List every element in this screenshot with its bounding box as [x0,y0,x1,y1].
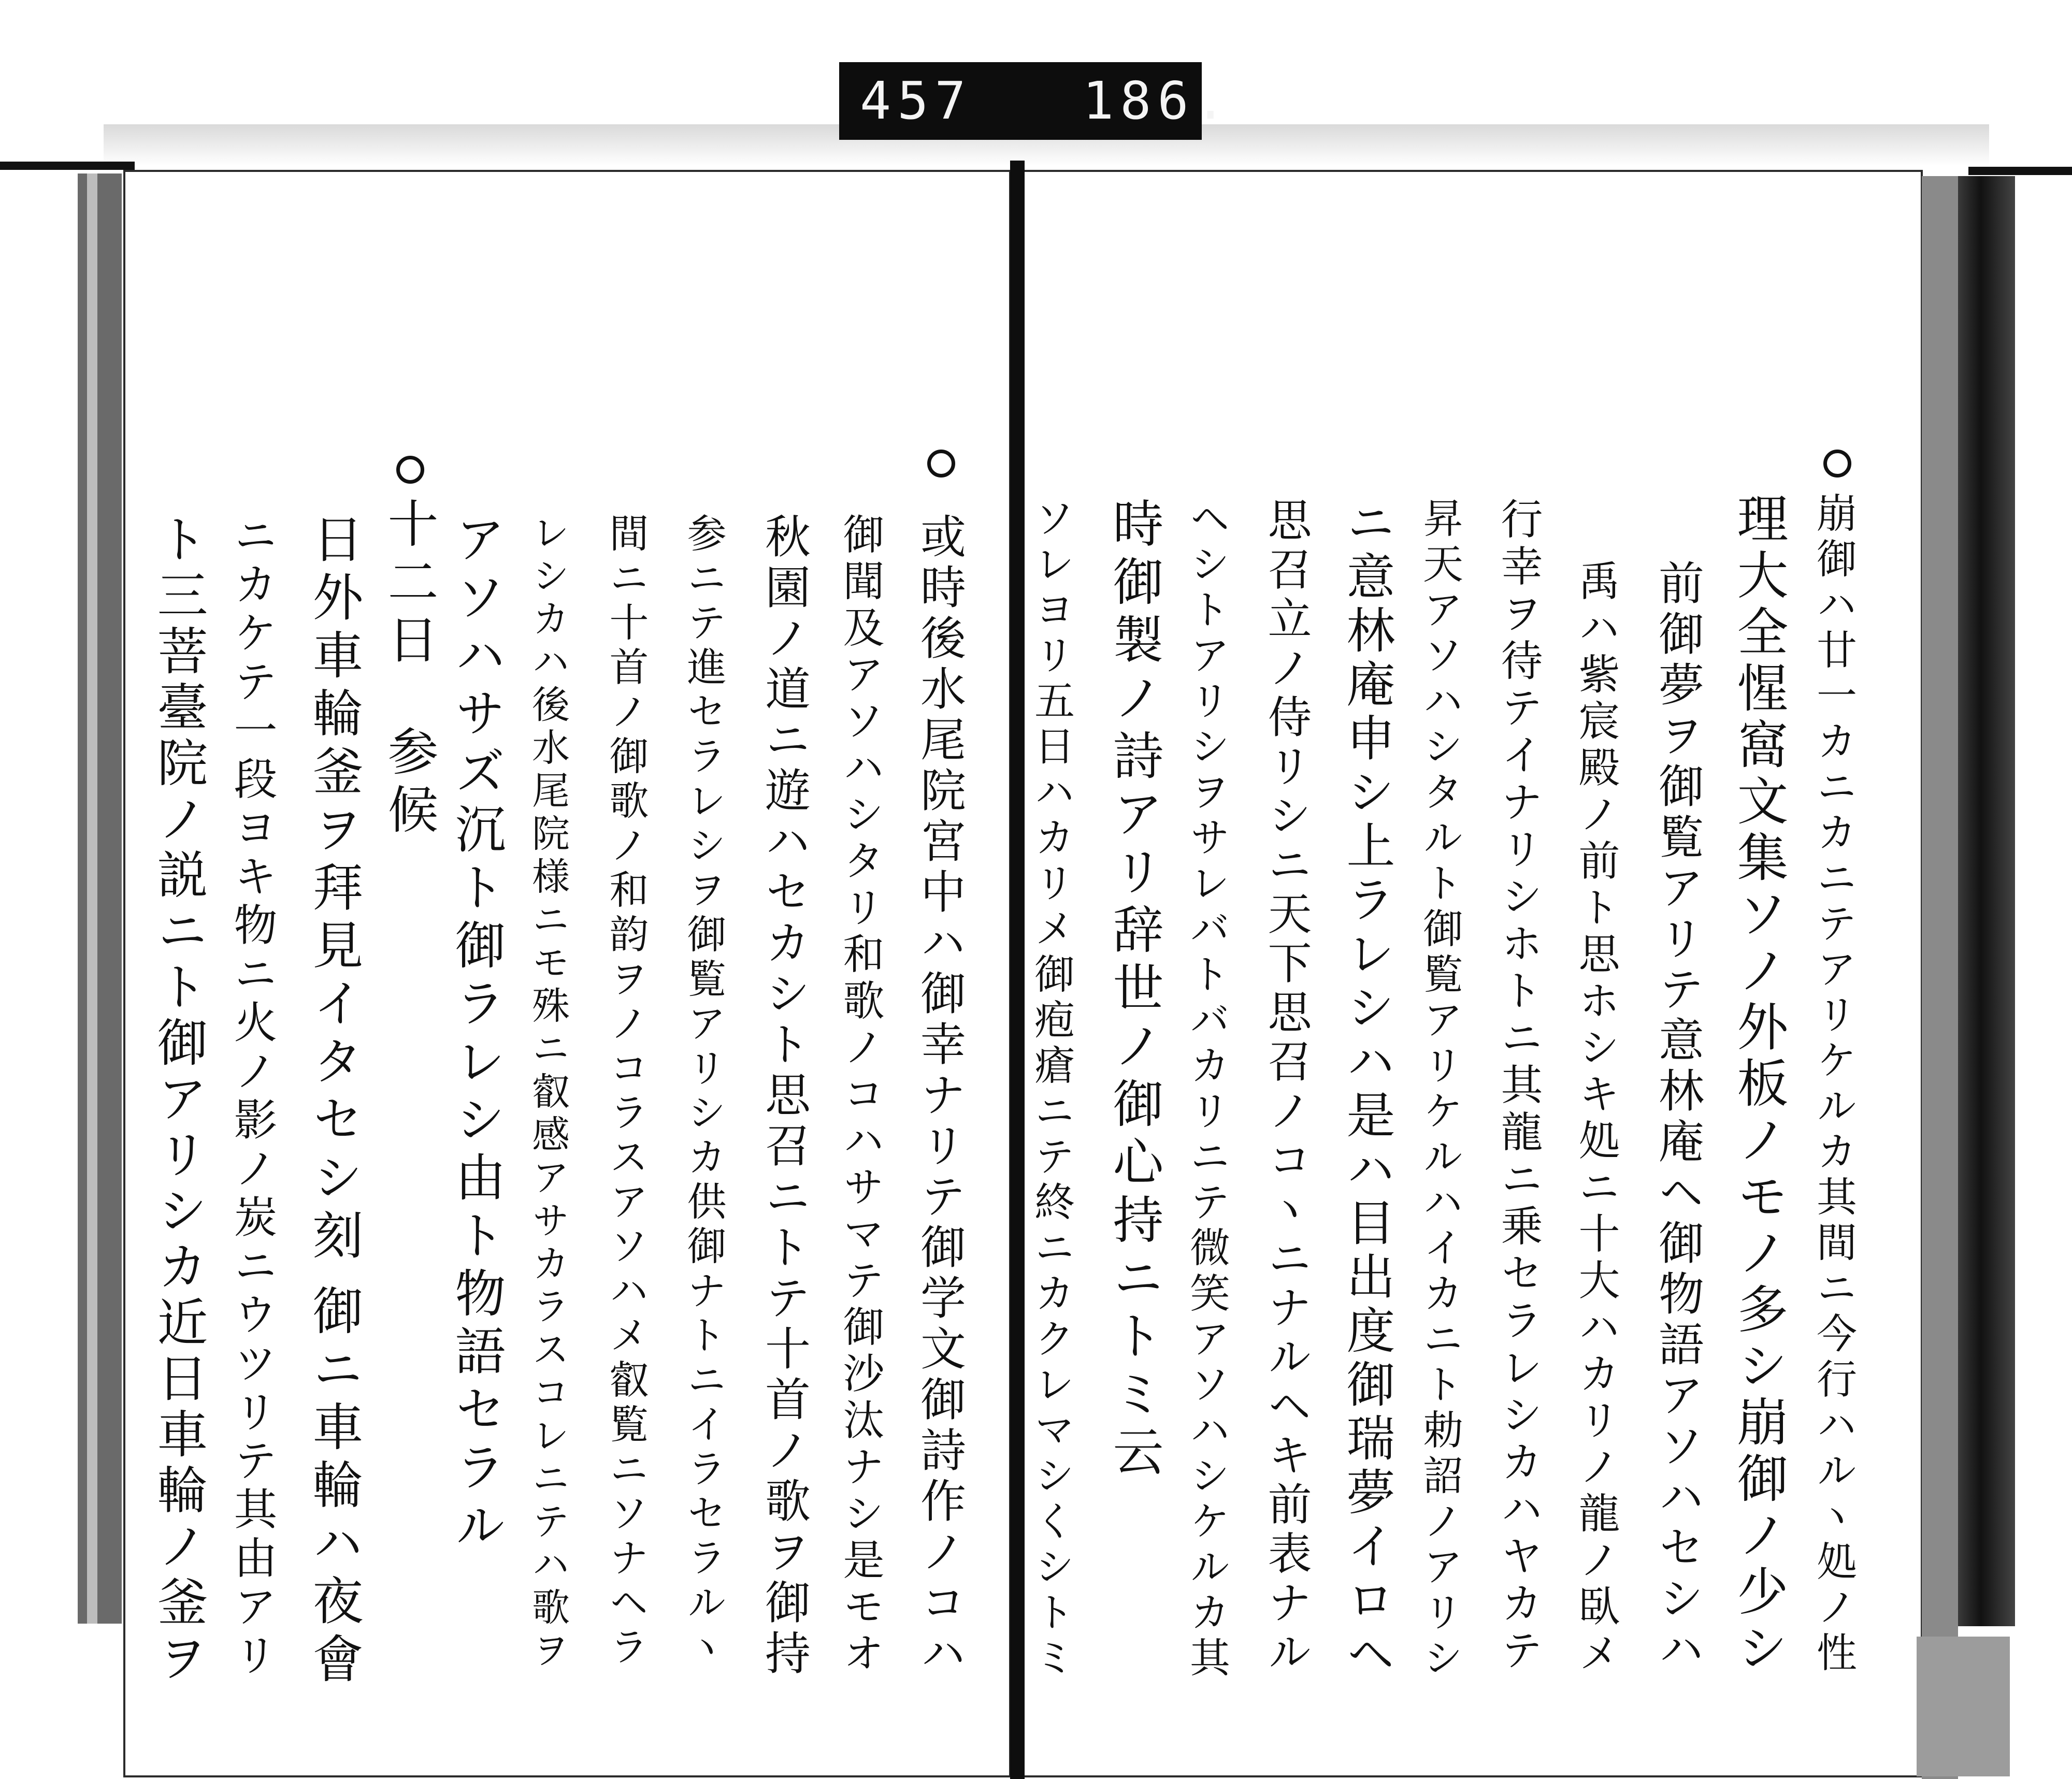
text-column: 秋園ノ道ニ遊ハセカシト思召ニトテ十首ノ歌ヲ御持 [758,513,811,1680]
section-marker-circle [1823,450,1851,478]
text-column: 前御夢ヲ御覧アリテ意林庵ヘ御物語アソハセシハ [1651,559,1705,1676]
archive-number-tag [839,62,1232,140]
text-column: 日外車輪釜ヲ拜見イタセシ刻 [304,513,363,1267]
text-column: ニカケテ一段ヨキ物ニ火ノ影ノ炭ニウツリテ其由アリ [227,513,278,1681]
top-rule-left [0,162,135,170]
text-column: ヘシトアリシヲサレバトバカリニテ微笑アソハシケルカ其 [1183,497,1230,1682]
text-column: 御ニ車輪ハ夜會 [304,1284,363,1690]
archive-volume-number: 457 [860,70,972,131]
text-column: 行幸ヲ待テイナリシホトニ其龍ニ乗セラレシカハヤカテ [1494,497,1543,1675]
text-column: 参ニテ進セラレシヲ御覧アリシカ供御ナトニイラセラルヽ [681,513,727,1671]
text-column: アソハサズ沉ト御ラレシ由ト物語セラル [447,513,506,1557]
text-column: ソレヨリ五日ハカリメ御疱瘡ニテ終ニカクレマシくシトミ [1028,497,1074,1682]
text-column: 御聞及アソハシタリ和歌ノコハサマテ御沙汰ナシ是モオ [836,513,884,1678]
text-column: 或時後水尾院宮中ハ御幸ナリテ御学文御詩作ノコハ [913,513,967,1680]
text-column: 崩御ハ廿一カニカニテアリケルカ其間ニ今行ハルヽ処ノ性 [1810,492,1857,1677]
text-column: ニ意林庵申シ上ラレシハ是ハ目出度御瑞夢イロヘ [1338,497,1394,1682]
text-column: レシカハ後水尾院様ニモ殊ニ叡感アサカラスコレニテハ歌ヲ [525,513,569,1673]
text-column: 理大全惺窩文集ソノ外板ノモノ多シ崩御ノ少シ [1729,492,1788,1677]
section-marker-circle [927,450,955,478]
date-heading: 十二日 [379,497,438,671]
text-column: 間ニ十首ノ御歌ノ和韵ヲノコラスアソハメ叡覧ニソナヘラ [603,513,649,1671]
text-column: 禹ハ紫宸殿ノ前ト思ホシキ処ニ十大ハカリノ龍ノ臥メ [1572,559,1620,1678]
right-page-stack [1922,176,1958,1779]
archive-page-number: 186. [1083,70,1232,131]
section-marker-circle [396,456,424,484]
text-column: 思召立ノ侍リシニ天下思召ノコヽニナルヘキ前表ナル [1260,497,1312,1678]
text-column: 昇天アソハシタルト御覧アリケルハイカニト勅詔ノアリシ [1416,497,1463,1682]
right-cover-edge [1958,176,2015,1626]
top-rule-right [1968,167,2072,175]
left-page-edge [78,173,122,1624]
text-column: ト三菩臺院ノ説ニト御アリシカ近日車輪ノ釜ヲ [149,513,208,1687]
visit-heading: 参候 [379,725,438,841]
text-column: 時御製ノ詩アリ辞世ノ御心持ニトミ云 [1104,497,1163,1483]
center-spine [1010,161,1025,1779]
